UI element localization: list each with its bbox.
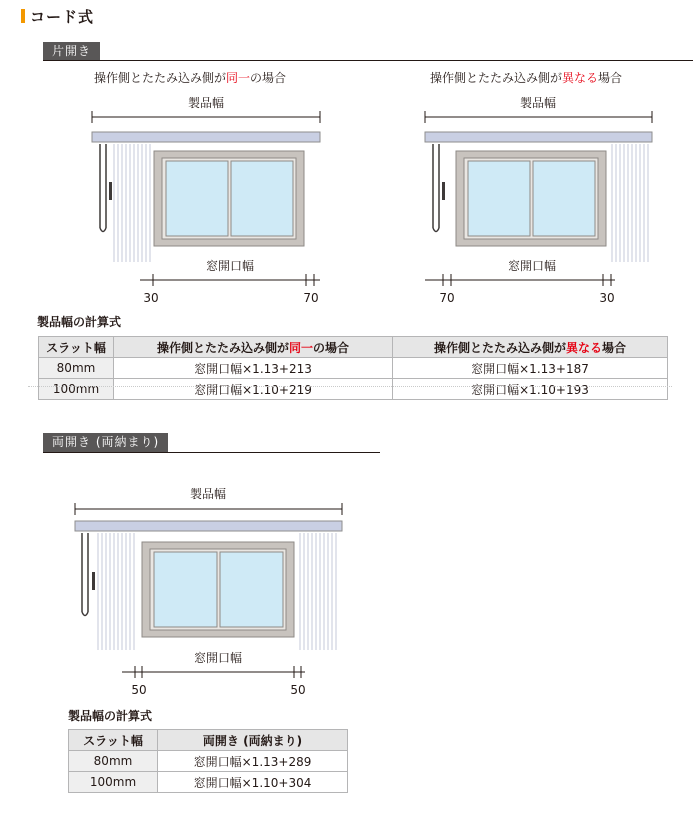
calc-table-double (68, 729, 348, 793)
formula-cell: 窓開口幅×1.10+219 (114, 379, 393, 400)
diagram-caption-different: 操作側とたたみ込み側が異なる場合 (430, 71, 623, 85)
formula-cell: 窓開口幅×1.10+304 (158, 772, 348, 793)
right-margin-label: 30 (599, 291, 615, 305)
formula-cell: 窓開口幅×1.10+193 (393, 379, 668, 400)
product-width-label: 製品幅 (519, 96, 557, 110)
formula-cell: 窓開口幅×1.13+187 (393, 358, 668, 379)
left-margin-label: 70 (439, 291, 455, 305)
table-row (69, 751, 348, 772)
calc-title: 製品幅の計算式 (68, 709, 153, 723)
formula-cell: 窓開口幅×1.13+289 (158, 751, 348, 772)
slat-width-cell: 80mm (69, 751, 158, 772)
column-header-slat: スラット幅 (69, 730, 158, 751)
opening-width-label: 窓開口幅 (507, 259, 557, 273)
column-header-different: 操作側とたたみ込み側が異なる場合 (393, 337, 668, 358)
tab-double-opening: 両開き (両納まり) (43, 433, 168, 452)
calc-title: 製品幅の計算式 (37, 315, 122, 329)
tab-single-opening: 片開き (43, 42, 100, 61)
opening-width-label: 窓開口幅 (205, 259, 255, 273)
left-margin-label: 30 (143, 291, 159, 305)
opening-width-label: 窓開口幅 (193, 651, 243, 665)
slat-width-cell: 100mm (69, 772, 158, 793)
slat-width-cell: 80mm (39, 358, 114, 379)
page-title: コード式 (30, 6, 94, 27)
column-header-same: 操作側とたたみ込み側が同一の場合 (114, 337, 393, 358)
diagram-caption-same: 操作側とたたみ込み側が同一の場合 (94, 71, 287, 85)
product-width-label: 製品幅 (187, 96, 225, 110)
table-row (69, 772, 348, 793)
product-width-label: 製品幅 (189, 487, 227, 501)
column-header-slat: スラット幅 (39, 337, 114, 358)
table-header-row (69, 730, 348, 751)
right-margin-label: 70 (303, 291, 319, 305)
column-header-double: 両開き (両納まり) (158, 730, 348, 751)
slat-width-cell: 100mm (39, 379, 114, 400)
left-margin-label: 50 (131, 683, 147, 697)
formula-cell: 窓開口幅×1.13+213 (114, 358, 393, 379)
right-margin-label: 50 (290, 683, 306, 697)
